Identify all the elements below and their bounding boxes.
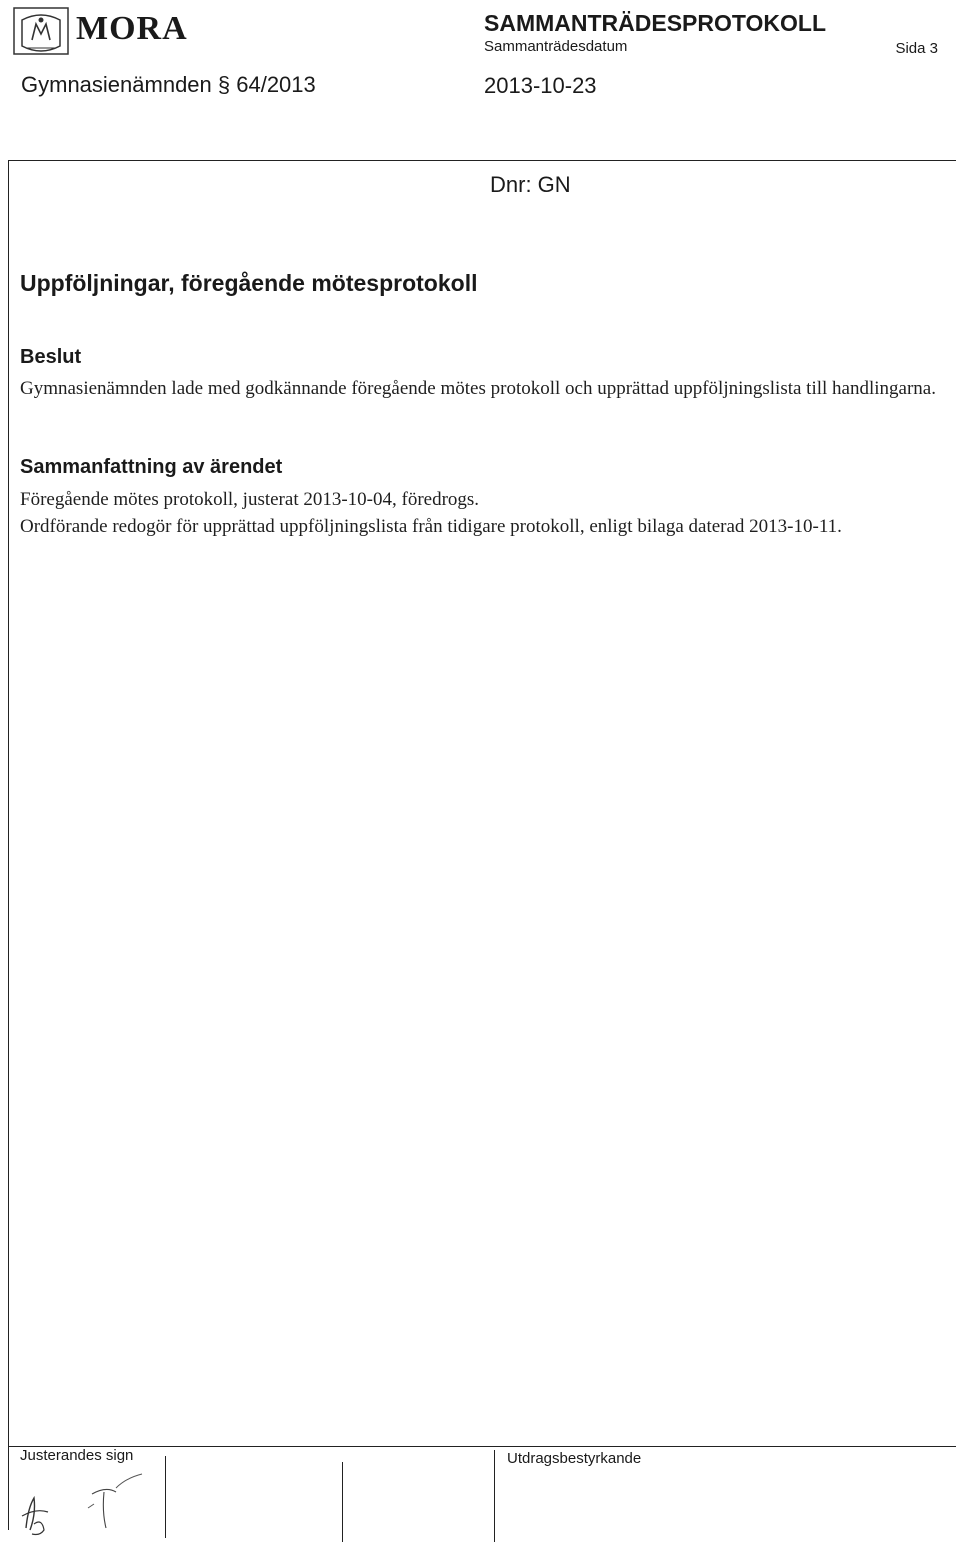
committee-section: Gymnasienämnden § 64/2013 bbox=[21, 72, 316, 97]
justerandes-sign-label: Justerandes sign bbox=[20, 1447, 134, 1464]
case-subject: Uppföljningar, föregående mötesprotokoll bbox=[20, 270, 478, 296]
date-label: Sammanträdesdatum bbox=[484, 38, 628, 55]
utdragsbestyrkande-label: Utdragsbestyrkande bbox=[507, 1450, 642, 1467]
sammanfattning-line-2: Ordförande redogör för upprättad uppföljningslista från tidigare protokoll, enligt bilaga daterad 2013-10-11. bbox=[20, 516, 842, 537]
footer-divider-1 bbox=[165, 1456, 166, 1538]
sammanfattning-heading: Sammanfattning av ärendet bbox=[20, 456, 283, 478]
meeting-date: 2013-10-23 bbox=[484, 73, 597, 98]
frame-left-rule bbox=[8, 160, 9, 1530]
footer-rule bbox=[8, 1446, 956, 1447]
sammanfattning-line-1: Föregående mötes protokoll, justerat 2013-10-04, föredrogs. bbox=[20, 489, 480, 510]
footer-divider-3 bbox=[494, 1450, 495, 1542]
footer-divider-2 bbox=[342, 1462, 343, 1542]
logo-text: MORA bbox=[76, 10, 188, 47]
frame-top-rule bbox=[8, 160, 956, 161]
beslut-text: Gymnasienämnden lade med godkännande föregående mötes protokoll och upprättad uppföljningslista till handlingarna. bbox=[20, 378, 936, 399]
beslut-heading: Beslut bbox=[20, 346, 82, 368]
page-number: Sida 3 bbox=[895, 40, 938, 57]
signature-icon bbox=[14, 1468, 164, 1540]
document-type: SAMMANTRÄDESPROTOKOLL bbox=[484, 10, 827, 36]
case-number: Dnr: GN bbox=[490, 172, 571, 197]
municipal-crest-icon bbox=[12, 6, 70, 56]
